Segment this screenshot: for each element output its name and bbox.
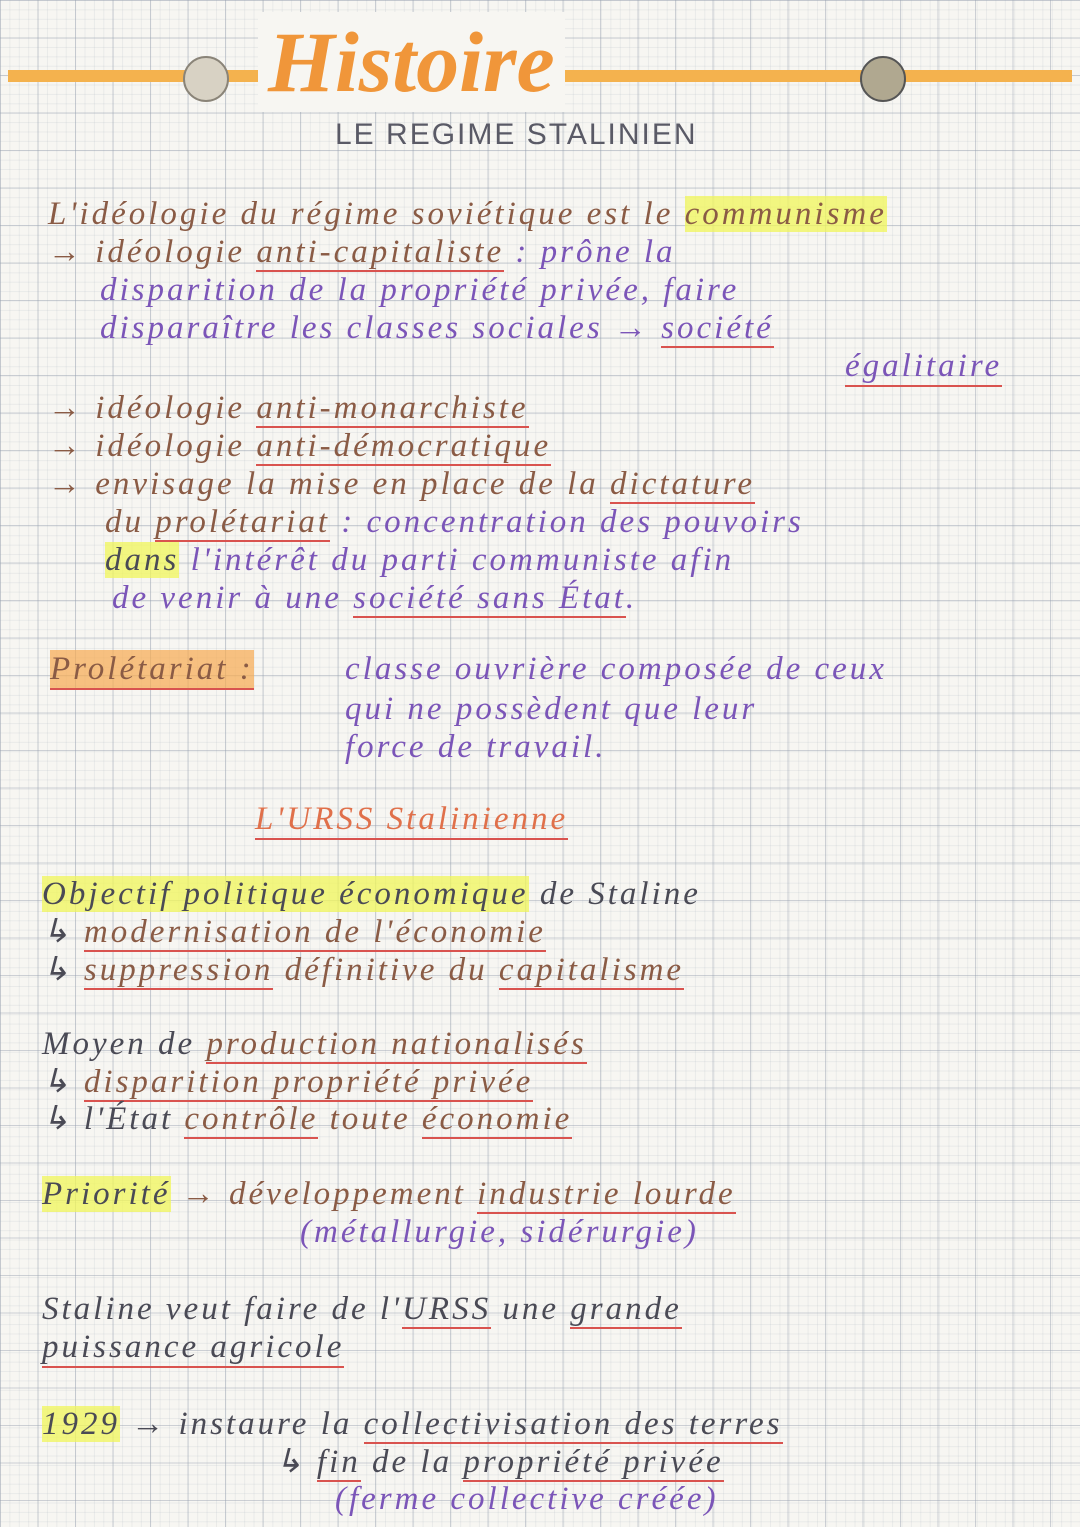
- note-line: puissance agricole: [42, 1328, 344, 1368]
- note-line: ↳ l'État contrôle toute économie: [42, 1101, 573, 1137]
- definition-line: classe ouvrière composée de ceux: [345, 651, 887, 687]
- note-line: L'idéologie du régime soviétique est le communisme: [48, 196, 887, 232]
- note-line: dans l'intérêt du parti communiste afin: [105, 542, 735, 578]
- note-line: ↳ suppression définitive du capitalisme: [42, 952, 685, 988]
- note-line: du prolétariat : concentration des pouvoirs: [105, 504, 804, 540]
- note-line: Staline veut faire de l'URSS une grande: [42, 1291, 682, 1327]
- page-title: Histoire: [258, 12, 565, 112]
- note-line: ↳ disparition propriété privée: [42, 1064, 534, 1100]
- note-line: égalitaire: [845, 347, 1002, 387]
- note-line: (métallurgie, sidérurgie): [300, 1214, 699, 1250]
- punch-hole-left: [183, 56, 229, 102]
- section-heading: L'URSS Stalinienne: [255, 800, 568, 840]
- note-line: ↳ fin de la propriété privée: [275, 1444, 724, 1480]
- page-subtitle: LE REGIME STALINIEN: [335, 118, 698, 151]
- note-line: → envisage la mise en place de la dictature: [48, 466, 755, 502]
- note-line: (ferme collective créée): [335, 1481, 719, 1517]
- note-line: Priorité → développement industrie lourde: [42, 1176, 736, 1212]
- note-line: disparition de la propriété privée, faire: [100, 272, 740, 308]
- note-line: ↳ modernisation de l'économie: [42, 914, 546, 950]
- definition-term: Prolétariat :: [50, 650, 254, 690]
- note-line: → idéologie anti-démocratique: [48, 428, 552, 464]
- note-line: Moyen de production nationalisés: [42, 1026, 587, 1062]
- note-line: 1929 → instaure la collectivisation des terres: [42, 1406, 783, 1442]
- note-line: → idéologie anti-capitaliste : prône la: [48, 234, 676, 270]
- definition-line: qui ne possèdent que leur: [345, 691, 758, 727]
- punch-hole-right: [860, 56, 906, 102]
- note-line: de venir à une société sans État.: [112, 580, 638, 616]
- definition-line: force de travail.: [345, 729, 607, 765]
- note-line: disparaître les classes sociales → société: [100, 310, 774, 346]
- note-line: Objectif politique économique de Staline: [42, 876, 701, 912]
- note-line: → idéologie anti-monarchiste: [48, 390, 529, 426]
